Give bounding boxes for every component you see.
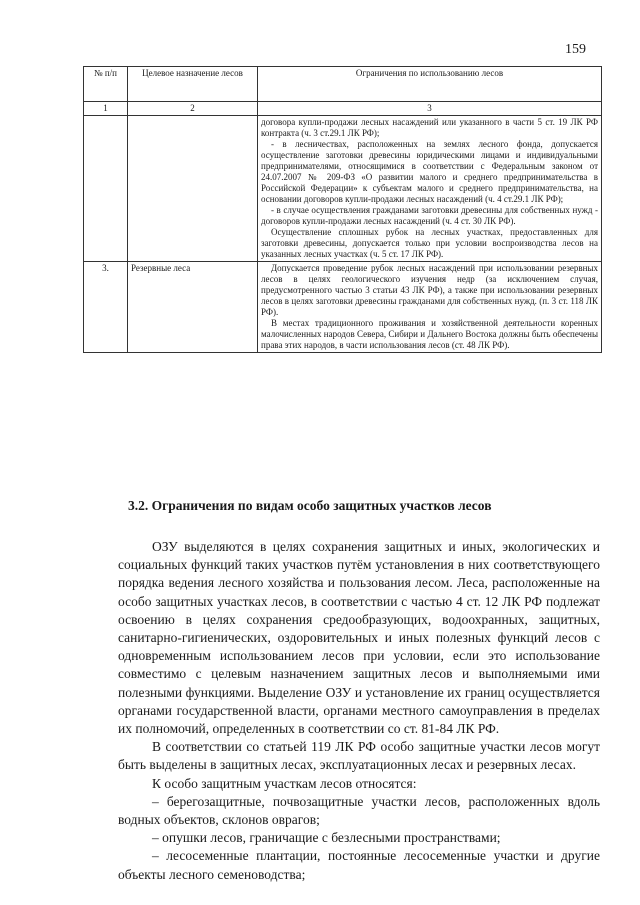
table-row [84,262,602,353]
header-purpose: Целевое назначение лесов [128,67,258,102]
body-paragraph: В соответствии со статьей 119 ЛК РФ особо защитные участки лесов могут быть выделены в защитных лесах, эксплуатационных лесах и резервных лесах. [118,739,600,773]
index-cell-2: 2 [128,102,258,116]
restriction-paragraph: Допускается проведение рубок лесных насаждений при использовании резервных лесов в целях геологического изучения недр (за исключением случая, предусмотренного частью 3 статьи 43 ЛК РФ), а также при использовании резервных лесов в целях заготовки древесины гражданами для собственных нужд. (п. 3 ст. 118 ЛК РФ). [261,263,598,317]
restriction-paragraph: договора купли-продажи лесных насаждений или указанного в части 5 ст. 19 ЛК РФ контракта (ч. 3 ст.29.1 ЛК РФ); [261,117,598,138]
restriction-paragraph: - в лесничествах, расположенных на землях лесного фонда, допускается осуществление заготовки древесины юридическими лицами и индивидуальными предпринимателями, относящимися в соответствии с Федеральным законом от 24.07.2007 № 209-ФЗ «О развитии малого и среднего предпринимательства в Российской Федерации» к субъектам малого и среднего предпринимательства, на основании договоров купли-продажи лесных насаждений (ч. 4 ст.29.1 ЛК РФ); [261,139,598,204]
restriction-paragraph: - в случае осуществления гражданами заготовки древесины для собственных нужд - договоров купли-продажи лесных насаждений (ч. 4 ст. 30 ЛК РФ). [261,205,598,226]
header-restrictions: Ограничения по использованию лесов [258,67,602,102]
index-cell-3: 3 [258,102,602,116]
table-row [84,116,602,262]
row-purpose-cell: Резервные леса [128,262,258,353]
header-number: № п/п [84,67,128,102]
body-paragraph: – опушки лесов, граничащие с безлесными пространствами; [152,830,501,846]
table-index-row [84,102,602,116]
row-restrictions-cell [258,262,602,353]
section-title: 3.2. Ограничения по видам особо защитных участков лесов [128,498,492,513]
table-header-row [84,67,602,102]
restrictions-table [83,66,602,353]
row-restrictions-cell [258,116,602,262]
row-number-cell: 3. [84,262,128,353]
restriction-paragraph: В местах традиционного проживания и хозяйственной деятельности коренных малочисленных народов Севера, Сибири и Дальнего Востока должны быть обеспечены права этих народов, в части использования лесов (ст. 48 ЛК РФ). [261,318,598,350]
page-number: 159 [565,42,586,57]
body-paragraph: К особо защитным участкам лесов относятся: [152,775,417,791]
index-cell-1: 1 [84,102,128,116]
row-purpose-cell [128,116,258,262]
restriction-paragraph: Осуществление сплошных рубок на лесных участках, предоставленных для заготовки древесины, допускается только при условии воспроизводства лесов на указанных лесных участках (ч. 5 ст. 17 ЛК РФ). [261,227,598,259]
section-body [118,538,600,884]
row-number-cell [84,116,128,262]
body-paragraph: ОЗУ выделяются в целях сохранения защитных и иных, экологических и социальных функций таких участков путём установления в них соответствующего порядка ведения лесного хозяйства и пользования лесом. Леса, расположенные на особо защитных участках лесов, в соответствии с частью 4 ст. 12 ЛК РФ подлежат освоению в целях сохранения средообразующих, водоохранных, защитных, санитарно-гигиенических, оздоровительных и иных полезных функций лесов с одновременным использованием лесов при условии, если это использование совместимо с целевым назначением защитных лесов и выполняемыми ими полезными функциями. Выделение ОЗУ и установление их границ осуществляется органами государственной власти, органами местного самоуправления в пределах их полномочий, определенных в соответствии со ст. 81-84 ЛК РФ. [118,539,600,737]
body-paragraph: – лесосеменные плантации, постоянные лесосеменные участки и другие объекты лесного семеноводства; [118,848,600,882]
body-paragraph: – берегозащитные, почвозащитные участки лесов, расположенных вдоль водных объектов, склонов оврагов; [118,793,600,828]
